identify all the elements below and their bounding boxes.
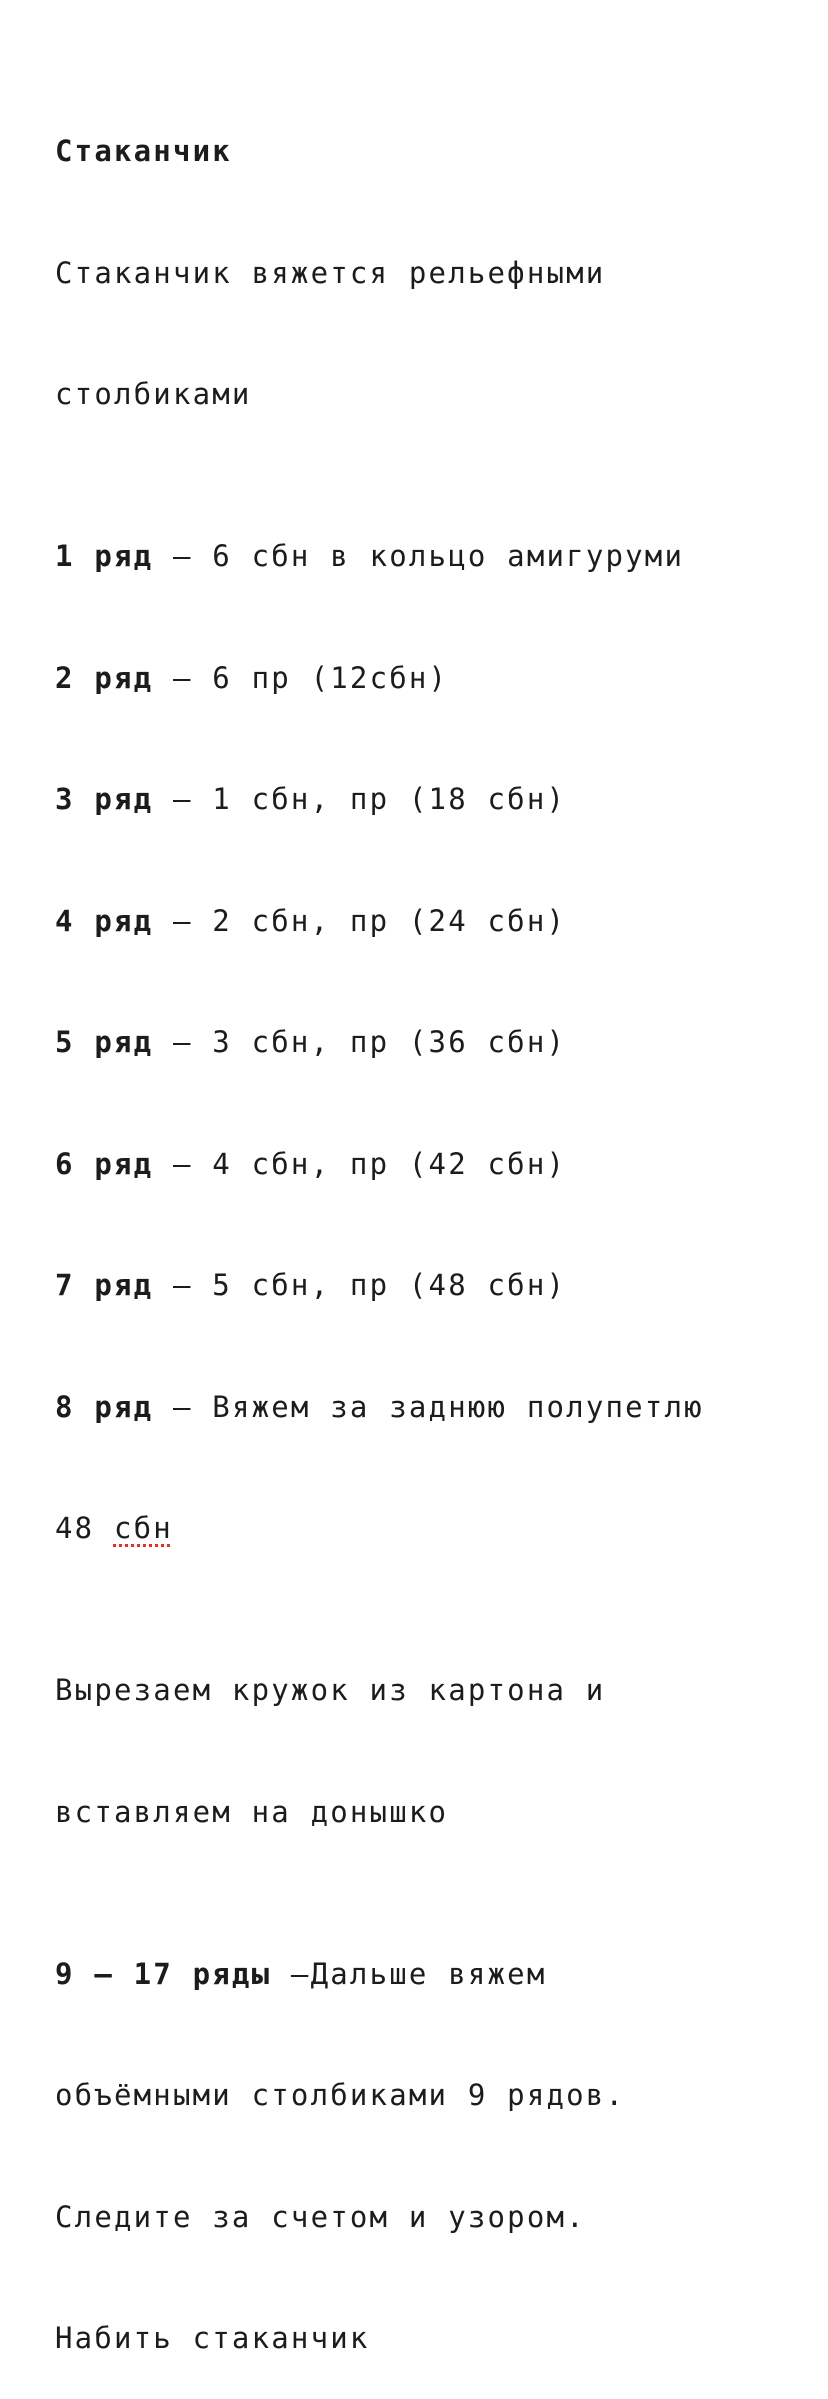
row-8-label: 8 ряд	[55, 1389, 154, 1424]
row-6-label: 6 ряд	[55, 1146, 154, 1181]
row-3	[55, 779, 815, 820]
row-3-text: – 1 сбн, пр (18 сбн)	[153, 782, 567, 816]
row-7-text: – 5 сбн, пр (48 сбн)	[153, 1268, 567, 1302]
row-2-text: – 6 пр (12сбн)	[153, 660, 449, 695]
row-8-count: 48	[55, 1511, 114, 1545]
row-5	[55, 1022, 815, 1063]
row-4-label: 4 ряд	[55, 903, 154, 938]
pattern-document	[55, 50, 815, 2399]
row-1-label: 1 ряд	[55, 539, 154, 573]
row-7	[55, 1265, 815, 1306]
spellcheck-flagged-word[interactable]: сбн	[113, 1511, 173, 1545]
row-7-label: 7 ряд	[55, 1268, 154, 1302]
row-2-label: 2 ряд	[55, 660, 154, 695]
intro-line-2: столбиками	[55, 377, 252, 411]
rows-9-17-text: –Дальше вяжем	[271, 1956, 547, 1991]
row-4	[55, 901, 815, 942]
row-8-continued	[55, 1508, 815, 1549]
stuff-instruction: Набить стаканчик	[55, 2321, 370, 2355]
cutout-line-1: Вырезаем кружок из картона и	[55, 1673, 606, 1707]
row-6	[55, 1144, 815, 1185]
rows-9-17	[55, 1954, 815, 1995]
row-6-text: – 4 сбн, пр (42 сбн)	[153, 1146, 567, 1181]
row-8-text: – Вяжем за заднюю полупетлю	[153, 1389, 704, 1424]
follow-instruction: Следите за счетом и узором.	[55, 2199, 586, 2234]
row-1	[55, 536, 815, 577]
row-2	[55, 658, 815, 699]
row-5-label: 5 ряд	[55, 1025, 154, 1059]
document-title: Стаканчик	[55, 134, 232, 168]
row-1-text: – 6 сбн в кольцо амигуруми	[153, 539, 685, 573]
row-5-text: – 3 сбн, пр (36 сбн)	[153, 1025, 567, 1059]
row-8	[55, 1387, 815, 1428]
intro-line-1: Стаканчик вяжется рельефными	[55, 255, 606, 290]
row-4-text: – 2 сбн, пр (24 сбн)	[153, 903, 567, 938]
rows-9-17-label: 9 – 17 ряды	[55, 1956, 272, 1991]
cutout-line-2: вставляем на донышко	[55, 1794, 449, 1829]
rows-9-17-continued: объёмными столбиками 9 рядов.	[55, 2078, 626, 2112]
row-3-label: 3 ряд	[55, 782, 154, 816]
